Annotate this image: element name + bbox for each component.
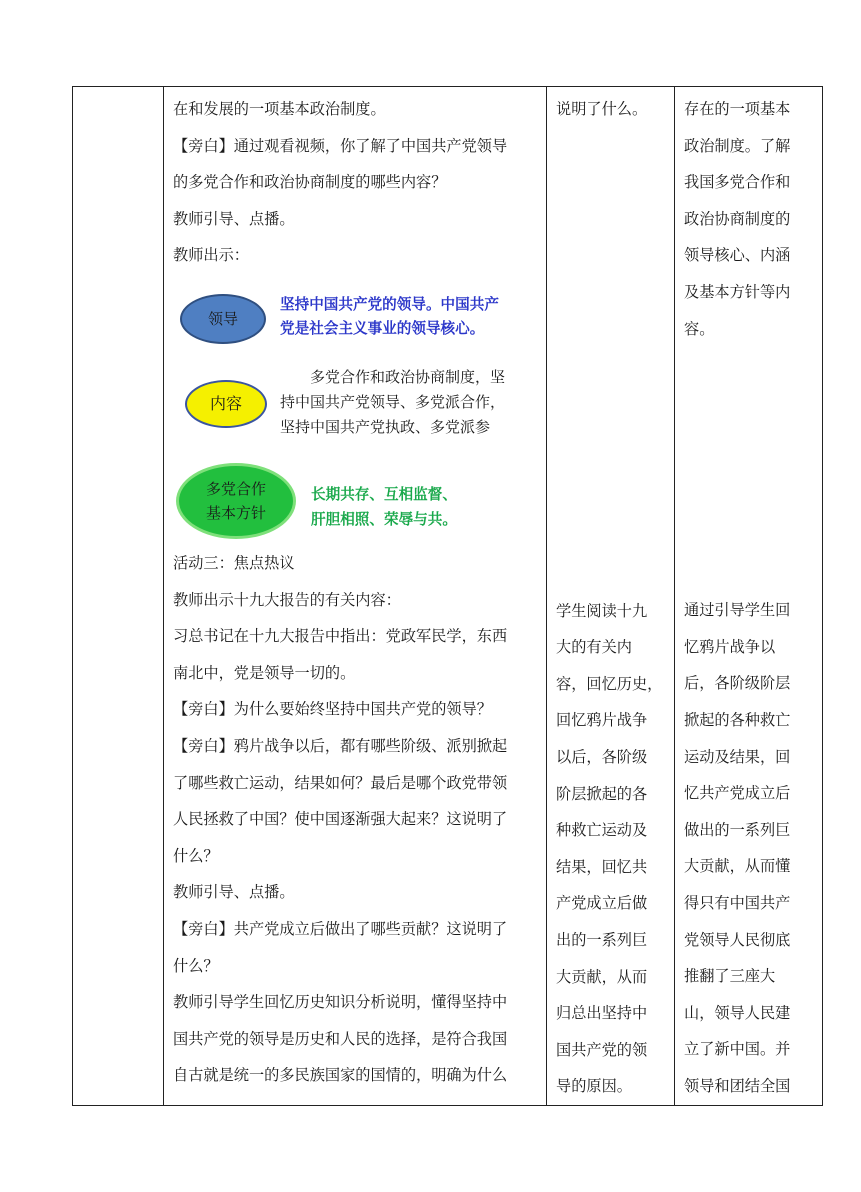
text-line: 结果，回忆共 bbox=[556, 857, 648, 876]
text-line: 得只有中国共产 bbox=[684, 893, 791, 912]
text-line: 存在的一项基本 bbox=[684, 100, 791, 118]
text-line: 做出的一系列巨 bbox=[684, 820, 791, 839]
text-line: 运动及结果，回 bbox=[684, 747, 791, 766]
basic-policy-oval bbox=[176, 463, 296, 539]
text-line: 多党合作和政治协商制度，坚 bbox=[280, 367, 506, 386]
text-line: 推翻了三座大 bbox=[684, 967, 776, 986]
student-activity-top bbox=[556, 91, 670, 128]
text-line: 掀起的各种救亡 bbox=[684, 710, 791, 729]
text-line: 以后，各阶级 bbox=[556, 747, 648, 766]
text-line: 了哪些救亡运动，结果如何？最后是哪个政党带领 bbox=[173, 773, 508, 792]
policy-label-line: 基本方针 bbox=[205, 503, 266, 522]
text-line: 持中国共产党领导、多党派合作， bbox=[280, 392, 506, 411]
text-line: 产党成立后做 bbox=[556, 894, 648, 913]
text-line: 阶层掀起的各 bbox=[556, 784, 648, 803]
text-line: 什么？ bbox=[173, 956, 219, 975]
text-line: 坚持中国共产党执政、多党派参 bbox=[280, 417, 491, 436]
text-line: 人民拯救了中国？使中国逐渐强大起来？这说明了 bbox=[173, 810, 508, 829]
text-line: 教师引导学生回忆历史知识分析说明，懂得坚持中 bbox=[173, 993, 508, 1012]
text-line: 导的原因。 bbox=[556, 1077, 632, 1096]
text-line: 政治协商制度的 bbox=[684, 209, 791, 228]
text-line: 教师出示十九大报告的有关内容： bbox=[173, 590, 401, 609]
student-activity-cell bbox=[547, 87, 675, 1106]
text-line: 忆共产党成立后 bbox=[684, 784, 791, 803]
text-line: 回忆鸦片战争 bbox=[556, 711, 648, 730]
text-line: 教师出示： bbox=[173, 246, 249, 265]
text-line: 政治制度。了解 bbox=[684, 136, 791, 155]
text-line: 种救亡运动及 bbox=[556, 821, 648, 840]
content-label: 内容 bbox=[209, 393, 242, 413]
text-line: 什么？ bbox=[173, 846, 219, 865]
text-line: 大贡献，从而懂 bbox=[684, 857, 791, 876]
text-line: 自古就是统一的多民族国家的国情的，明确为什么 bbox=[173, 1066, 508, 1085]
text-line: 忆鸦片战争以 bbox=[684, 637, 776, 656]
text-line: 【旁白】鸦片战争以后，都有哪些阶级、派别掀起 bbox=[173, 736, 508, 755]
text-line: 党领导人民彻底 bbox=[684, 930, 791, 949]
text-line: 领导和团结全国 bbox=[684, 1076, 791, 1095]
text-line: 教师引导、点播。 bbox=[173, 883, 295, 902]
design-intent-bottom bbox=[684, 592, 818, 1104]
text-line: 后，各阶级阶层 bbox=[684, 674, 791, 693]
text-line: 党是社会主义事业的领导核心。 bbox=[280, 319, 485, 337]
design-intent-cell bbox=[675, 87, 823, 1106]
text-line: 容，回忆历史， bbox=[556, 674, 663, 693]
leadership-description bbox=[280, 293, 499, 341]
cooperation-diagram bbox=[173, 274, 546, 544]
text-line: 长期共存、互相监督、 bbox=[311, 485, 457, 503]
text-line: 在和发展的一项基本政治制度。 bbox=[173, 100, 386, 118]
text-line: 教师引导、点播。 bbox=[173, 209, 295, 228]
policy-label-line: 多党合作 bbox=[205, 479, 266, 498]
text-line: 国共产党的领 bbox=[556, 1040, 648, 1059]
content-oval bbox=[185, 380, 267, 428]
text-line: 领导核心、内涵 bbox=[684, 246, 791, 265]
text-line: 通过引导学生回 bbox=[684, 601, 791, 620]
teacher-activity-cell bbox=[164, 87, 547, 1106]
table-row bbox=[73, 87, 823, 1106]
lesson-plan-table bbox=[72, 86, 823, 1106]
text-line: 的多党合作和政治协商制度的哪些内容？ bbox=[173, 173, 447, 192]
content-description bbox=[280, 365, 505, 440]
basic-policy-description bbox=[311, 482, 457, 532]
activity-three bbox=[173, 545, 546, 1094]
leadership-oval bbox=[180, 294, 266, 344]
text-line: 山，领导人民建 bbox=[684, 1003, 791, 1022]
text-line: 容。 bbox=[684, 319, 715, 338]
text-line: 【旁白】为什么要始终坚持中国共产党的领导？ bbox=[173, 700, 492, 719]
text-line: 习总书记在十九大报告中指出：党政军民学，东西 bbox=[173, 627, 508, 646]
text-line: 我国多党合作和 bbox=[684, 173, 791, 192]
text-line: 活动三：焦点热议 bbox=[173, 553, 295, 572]
design-intent-top bbox=[684, 91, 818, 347]
activity-intro bbox=[173, 91, 546, 274]
text-line: 立了新中国。并 bbox=[684, 1040, 791, 1059]
text-line: 大贡献，从而 bbox=[556, 967, 648, 986]
text-line: 【旁白】共产党成立后做出了哪些贡献？这说明了 bbox=[173, 919, 508, 938]
text-line: 学生阅读十九 bbox=[556, 601, 648, 620]
text-line: 说明了什么。 bbox=[556, 100, 648, 118]
student-activity-bottom bbox=[556, 593, 670, 1105]
text-line: 【旁白】通过观看视频，你了解了中国共产党领导 bbox=[173, 136, 508, 155]
text-line: 及基本方针等内 bbox=[684, 282, 791, 301]
text-line: 大的有关内 bbox=[556, 638, 632, 657]
text-line: 肝胆相照、荣辱与共。 bbox=[311, 510, 457, 528]
text-line: 南北中，党是领导一切的。 bbox=[173, 663, 356, 682]
text-line: 出的一系列巨 bbox=[556, 930, 648, 949]
text-line: 国共产党的领导是历史和人民的选择，是符合我国 bbox=[173, 1029, 508, 1048]
stage-cell bbox=[73, 87, 164, 1106]
text-line: 坚持中国共产党的领导。中国共产 bbox=[280, 295, 499, 313]
leadership-label: 领导 bbox=[207, 309, 238, 328]
text-line: 归总出坚持中 bbox=[556, 1004, 648, 1023]
